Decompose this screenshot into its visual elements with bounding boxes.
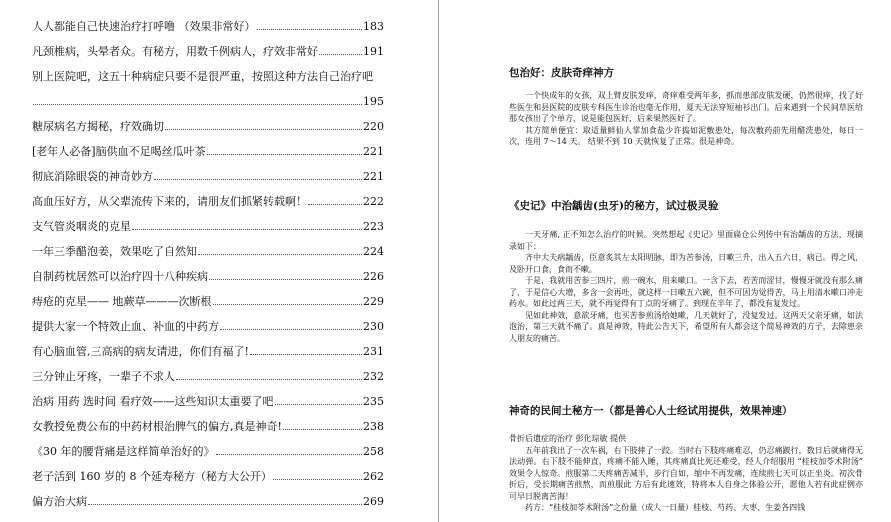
- article-paragraph: 一天牙痛, 正不知怎么治疗的时候。突然想起《史记》里面扁仓公列传中有治龋齿的方法，现摘录如下：: [509, 230, 863, 251]
- toc-entry[interactable]: [32, 295, 384, 320]
- toc-entry-title: 有心脑血管,三高病的病友请进，你们有福了!: [32, 345, 249, 358]
- toc-leader-dots: [257, 20, 363, 30]
- toc-entry[interactable]: [32, 395, 384, 420]
- toc-entry-title: 人人都能自己快速治疗打呼噜 （效果非常好）: [32, 20, 256, 33]
- toc-entry-title: 凡颈椎病，头晕者众。有秘方，用数千例病人，疗效非常好: [32, 45, 318, 58]
- toc-leader-dots: [88, 495, 362, 505]
- toc-entry-page: 262: [363, 470, 384, 483]
- toc-entry-title: 彻底消除眼袋的神奇妙方: [32, 170, 153, 183]
- toc-leader-dots: [176, 370, 362, 380]
- toc-entry-page: 221: [363, 145, 384, 158]
- toc-leader-dots: [154, 170, 362, 180]
- toc-entry-page: 269: [363, 495, 384, 508]
- right-page: [439, 0, 891, 522]
- toc-entry[interactable]: [32, 45, 384, 70]
- toc-entry-page: 220: [363, 120, 384, 133]
- toc-entry-title: 《30 年的腰背痛是这样简单治好的》: [32, 445, 215, 458]
- toc-entry-title: 别上医院吧，这五十种病症只要不是很严重，按照这种方法自己治疗吧: [32, 70, 373, 83]
- toc-entry-page: 222: [363, 195, 384, 208]
- article-title: 包治好：皮肤奇痒神方: [509, 67, 614, 79]
- toc-entry[interactable]: [32, 470, 384, 495]
- toc-entry-title: 支气管炎咽炎的克星: [32, 220, 131, 233]
- toc-entry[interactable]: [32, 495, 384, 520]
- toc-entry-page: 223: [363, 220, 384, 233]
- toc-leader-dots: [207, 145, 362, 155]
- table-of-contents: [32, 20, 384, 520]
- toc-leader-dots: [220, 320, 362, 330]
- article-folk-remedies: [509, 405, 863, 514]
- toc-entry[interactable]: [32, 320, 384, 345]
- article-quote: 齐中大夫病龋齿，臣意炙其左太阳明脉，即为苦参汤，日嗽三升，出入五六日，病已。得之风，及卧开口食，食而不嗽。: [509, 253, 863, 274]
- toc-leader-dots: [213, 295, 363, 305]
- toc-entry-page: 231: [363, 345, 384, 358]
- toc-entry-title: 自制药枕居然可以治疗四十八种疾病: [32, 270, 208, 283]
- article-title: 神奇的民间土秘方一（都是善心人士经试用提供，效果神速）: [509, 405, 793, 417]
- toc-entry[interactable]: [32, 20, 384, 45]
- article-paragraph: 于是，我就用苦参三四片，煎一碗水，用来嗽口。一含下去，若苦而涩甘，慢慢牙就没有那么痛了，于是信心大增，多含一会再吐，就这样一日嗽五六碗，但不可因为觉得苦，马上用清水嗽口冲走药水。如此过两三天，就不再觉得有丁点的牙痛了。到现在半年了，都没有复发过。: [509, 276, 863, 308]
- toc-entry-page: 230: [363, 320, 384, 333]
- toc-entry-title: 三分钟止牙疼，一辈子不求人: [32, 370, 175, 383]
- toc-leader-dots: [132, 220, 362, 230]
- toc-entry[interactable]: [32, 420, 384, 445]
- article-paragraph: 见如此神效，意欲牙痛，也买苦参煎汤给她嗽，几天就好了，没复发过。这两天父亲牙痛，如法泡治，第三天就不痛了。真是神效，特此公告天下，希望所有人都会这个简易神效的方子，去除患亲人朋友的痛苦。: [509, 310, 863, 343]
- toc-entry-page: 221: [363, 170, 384, 183]
- toc-entry-title: 老子活到 160 岁的 8 个延寿秘方（秘方大公开）: [32, 470, 272, 483]
- toc-entry[interactable]: [32, 245, 384, 270]
- left-page: [0, 0, 438, 522]
- toc-entry[interactable]: [32, 445, 384, 470]
- article-paragraph: 药方：“桂枝加苓术附汤”之份量（成人一日量）桂枝、芍药、大枣、生姜各四钱: [525, 503, 806, 512]
- article-skin-itch: [509, 67, 863, 148]
- article-tooth-decay: [509, 200, 863, 344]
- toc-entry[interactable]: [32, 370, 384, 395]
- toc-entry-title: 高血压好方，从父辈流传下来的，请朋友们抓紧转载啊！: [32, 195, 307, 208]
- toc-entry-page: 238: [363, 420, 384, 433]
- toc-leader-dots: [33, 95, 362, 105]
- toc-entry-title: [老年人必备]脑供血不足喝丝瓜叶茶: [32, 145, 206, 158]
- toc-entry[interactable]: [32, 270, 384, 295]
- toc-entry-page: 224: [363, 245, 384, 258]
- toc-leader-dots: [275, 395, 363, 405]
- toc-entry[interactable]: [32, 145, 384, 170]
- toc-leader-dots: [250, 345, 362, 355]
- toc-entry-title: 糖尿病名方揭秘，疗效确切: [32, 120, 164, 133]
- toc-entry-page: 235: [363, 395, 384, 408]
- toc-leader-dots: [198, 245, 362, 255]
- toc-entry-page: 183: [363, 20, 384, 33]
- toc-entry-page: 232: [363, 370, 384, 383]
- article-paragraph: 其方简单便宜：取适量鲜仙人掌加食盐少许捣如泥敷患处，每次敷药前先用醋洗患处，每日一次，连用 7～14 天。 结果不到 10 天就恢复了正常。很是神奇。: [509, 125, 863, 146]
- toc-leader-dots: [216, 445, 363, 455]
- toc-leader-dots: [209, 270, 362, 280]
- toc-entry[interactable]: [32, 220, 384, 245]
- toc-entry-title: 一年三季醋泡姜，效果吃了自然知: [32, 245, 197, 258]
- toc-entry-page: 191: [363, 45, 384, 58]
- toc-entry[interactable]: [32, 345, 384, 370]
- toc-leader-dots: [283, 420, 362, 430]
- toc-entry-title: 女教授免费公布的中药材根治脾气的偏方,真是神奇!: [32, 420, 282, 433]
- toc-leader-dots: [308, 195, 362, 205]
- toc-leader-dots: [319, 45, 362, 55]
- article-paragraph: 一个快成年的女孩，双上臂皮肤发痒，奇痒难受两年多，抓而患部皮肤发硬，仍然很痒，找了好些医生和县医院的皮肤专科医生诊治也毫无作用，夏天无法穿短袖衫出门。后来遇到一个民间草医给那女孩出了个单方，说是能包医好，后来果然医好了。: [509, 91, 863, 123]
- toc-entry-page: 258: [363, 445, 384, 458]
- toc-entry-title: 痔疮的克星—— 地蕨草———次断根: [32, 295, 212, 308]
- article-paragraph: 五年前我出了一次车祸，右下肢摔了一跤。当时右下肢疼痛难忍，仍忍痛跛行，数日后就痛得无法动弹。右下肢不能伸直，疼痛不能入睡，其疼痛真比死还难受，经人介绍服用 “桂枝加苓术附汤” 效果令人惊奇。煎服第二天疼痛苦减半，步行自如，缩中不再发痛，连续煎七天可以正坐炎。初次骨折后，受长期痛苦煎熬，而煎服此 方后有此速效，特将本人自身之体验公开，愿他人若有此症例亦可早日脱离苦海！: [509, 445, 863, 501]
- toc-entry-title: 治病 用药 选时间 看疗效——这些知识太重要了吧: [32, 395, 274, 408]
- toc-entry[interactable]: [32, 70, 384, 120]
- toc-entry-title: 偏方治大病: [32, 495, 87, 508]
- toc-leader-dots: [273, 470, 362, 480]
- toc-leader-dots: [165, 120, 362, 130]
- toc-entry[interactable]: [32, 120, 384, 145]
- toc-entry[interactable]: [32, 170, 384, 195]
- article-subheading: 骨折后遗症的治疗 彭化琮敏 提供: [509, 434, 627, 443]
- toc-entry[interactable]: [32, 195, 384, 220]
- toc-entry-title: 提供大家一个特效止血、补血的中药方: [32, 320, 219, 333]
- toc-entry-page: 226: [363, 270, 384, 283]
- toc-entry-page: 229: [363, 295, 384, 308]
- article-title: 《史记》中治龋齿(虫牙)的秘方，试过极灵验: [509, 200, 719, 212]
- toc-entry-page: 195: [363, 95, 384, 108]
